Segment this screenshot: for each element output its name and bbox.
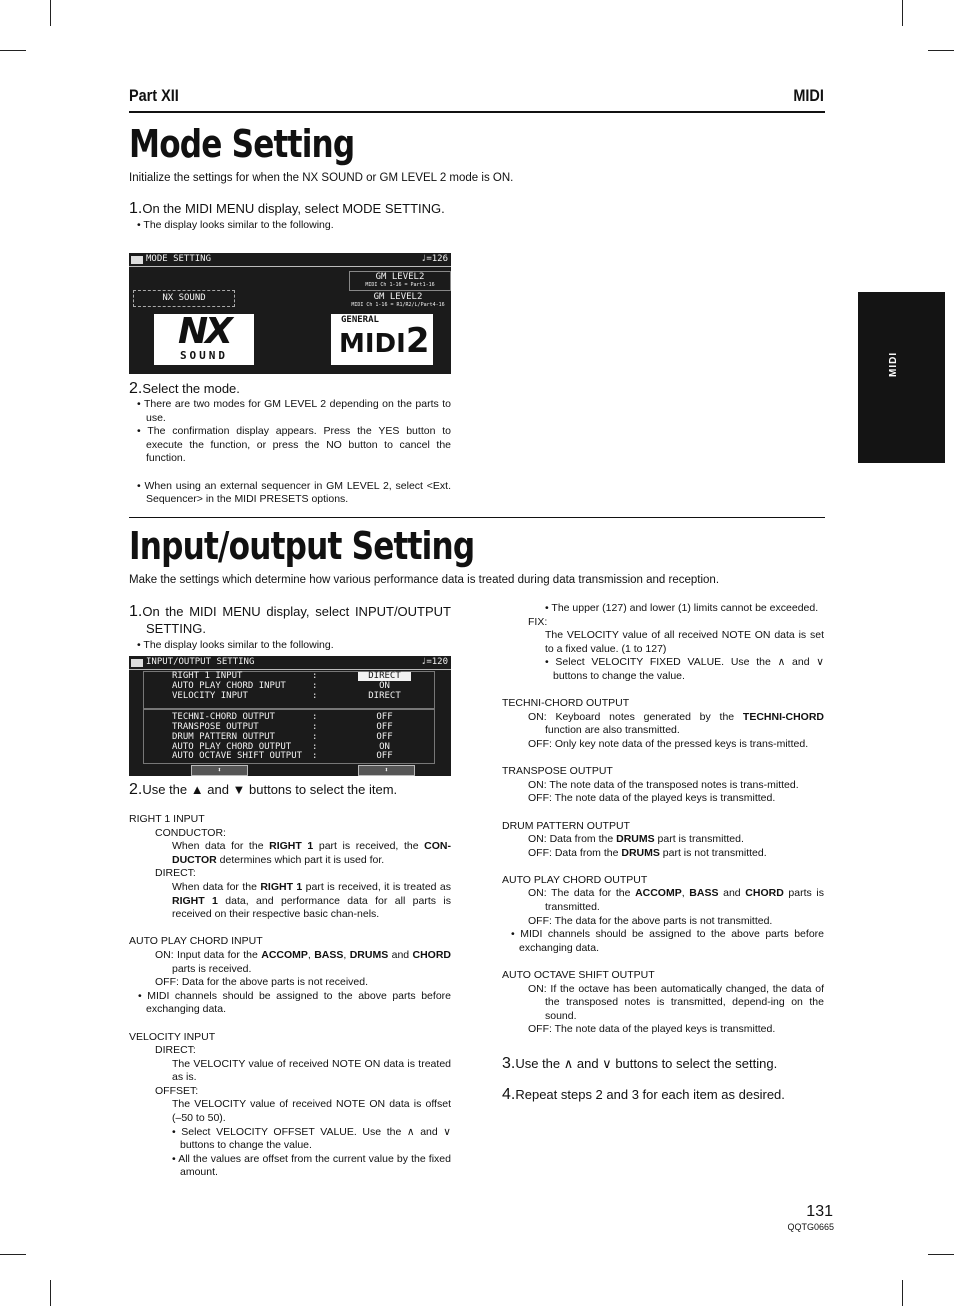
screen-title-bar — [129, 253, 451, 267]
io-row-label: VELOCITY INPUT — [172, 691, 248, 701]
option-text: When data for the RIGHT 1 part is received, the CON-DUCTOR determines which part it is used for. — [172, 840, 451, 866]
io-row-value: OFF — [376, 722, 393, 732]
io-row-label: AUTO PLAY CHORD OUTPUT — [172, 742, 292, 752]
note-bullet: • Select VELOCITY FIXED VALUE. Use the ∧ and ∨ buttons to change the value. — [545, 656, 824, 682]
drum-heading: DRUM PATTERN OUTPUT — [502, 819, 630, 832]
io-row-colon: : — [312, 681, 318, 691]
techni-heading: TECHNI-CHORD OUTPUT — [502, 697, 630, 710]
step-number: 1. — [129, 200, 143, 217]
crop-mark — [928, 1254, 954, 1255]
option-text: The VELOCITY value of all received NOTE ON data is set to a fixed value. (1 to 127) — [545, 629, 824, 655]
crop-mark — [50, 1280, 51, 1306]
option-label: CONDUCTOR: — [155, 826, 226, 839]
right1-heading: RIGHT 1 INPUT — [129, 813, 205, 825]
nx-sound-option[interactable]: NX SOUND — [133, 290, 235, 307]
part-label: Part XII — [129, 86, 179, 105]
io-row-colon: : — [312, 691, 318, 701]
step-number: 1. — [129, 603, 143, 620]
octave-heading: AUTO OCTAVE SHIFT OUTPUT — [502, 969, 655, 982]
option-text: ON: The note data of the transposed notes is trans-mitted. — [528, 778, 799, 791]
io-row-value: ON — [379, 681, 390, 691]
io-row-value: OFF — [376, 751, 393, 761]
step-number: 2. — [129, 380, 143, 397]
value-scroll-button[interactable] — [358, 765, 415, 776]
step-bullet: • The display looks similar to the following. — [137, 219, 334, 231]
io-row-label: RIGHT 1 INPUT — [172, 671, 243, 681]
screen-title-bar — [129, 656, 451, 670]
option-text: The VELOCITY value of received NOTE ON data is offset (–50 to 50). — [172, 1098, 451, 1125]
option-text: OFF: Data for the above parts is not received. — [155, 976, 369, 989]
screen-icon — [131, 659, 143, 667]
updown-arrows-icon: ⬍ — [384, 766, 389, 774]
option-text: ON: If the octave has been automatically changed, the data of the transposed notes is transmitted, depend-ing on the sound. — [528, 982, 824, 1022]
io-row-value: OFF — [376, 732, 393, 742]
nx-sound-logo — [154, 311, 254, 365]
io-setting-title: Input/output Setting — [129, 524, 475, 568]
mode-step1 — [129, 200, 451, 233]
side-tab-label: MIDI — [888, 351, 899, 377]
option-label: GM LEVEL2 — [375, 272, 425, 282]
gm-level2-option[interactable] — [349, 271, 451, 291]
crop-mark — [0, 1254, 26, 1255]
option-text: OFF: The note data of the played keys is transmitted. — [528, 792, 776, 805]
apc-output-heading: AUTO PLAY CHORD OUTPUT — [502, 873, 648, 886]
transpose-heading: TRANSPOSE OUTPUT — [502, 765, 613, 778]
sound-logo-text: SOUND — [179, 349, 229, 362]
io-row-colon: : — [312, 742, 318, 752]
mode-step2 — [129, 380, 451, 507]
io-row-value: OFF — [376, 712, 393, 722]
io-row-label: DRUM PATTERN OUTPUT — [172, 732, 275, 742]
midi-logo-text: MIDI — [339, 329, 406, 359]
option-text: ON: Data from the DRUMS part is transmitted. — [528, 833, 744, 846]
note-bullet: • All the values are offset from the current value by the fixed amount. — [172, 1152, 451, 1179]
option-text: OFF: Only key note data of the pressed keys is trans-mitted. — [528, 737, 809, 750]
note-bullet: • MIDI channels should be assigned to the above parts before exchanging data. — [138, 989, 451, 1016]
io-row-value: DIRECT — [368, 671, 401, 681]
step-bullet: • The confirmation display appears. Press the YES button to execute the function, or press the NO button to cancel the function. — [137, 425, 451, 465]
option-text: When data for the RIGHT 1 part is received, it is treated as RIGHT 1 data, and performance data for all parts is received on their respective basic chan-nels. — [172, 880, 452, 921]
option-label: OFFSET: — [155, 1084, 199, 1097]
page-number: 131 — [806, 1203, 833, 1220]
option-text: OFF: Data from the DRUMS part is not transmitted. — [528, 846, 767, 859]
step-number: 3. — [502, 1055, 516, 1072]
io-row-value: ON — [379, 742, 390, 752]
option-label: FIX: — [528, 615, 548, 628]
note-bullet: • The upper (127) and lower (1) limits cannot be exceeded. — [545, 602, 819, 614]
io-row-label: TECHNI-CHORD OUTPUT — [172, 712, 275, 722]
header-rule — [129, 111, 825, 113]
step-text: Select the mode. — [142, 381, 240, 396]
step-number: 4. — [502, 1086, 516, 1103]
io-step3 — [502, 1055, 824, 1072]
midi-logo-number: 2 — [405, 321, 430, 361]
io-row-colon: : — [312, 751, 318, 761]
mode-setting-intro: Initialize the settings for when the NX SOUND or GM LEVEL 2 mode is ON. — [129, 172, 514, 184]
section-rule — [129, 517, 825, 518]
step-number: 2. — [129, 781, 143, 798]
io-step1 — [129, 603, 451, 653]
io-row[interactable] — [172, 752, 302, 762]
io-left-body — [129, 781, 451, 1180]
note-bullet: • Select VELOCITY OFFSET VALUE. Use the ∧ and ∨ buttons to change the value. — [172, 1125, 451, 1152]
step-text: Use the ∧ and ∨ buttons to select the setting. — [515, 1056, 778, 1071]
velocity-heading: VELOCITY INPUT — [129, 1030, 216, 1043]
io-row-colon: : — [312, 732, 318, 742]
gm-level2-option-2[interactable] — [347, 293, 449, 309]
io-row-label: AUTO PLAY CHORD INPUT — [172, 681, 286, 691]
step-text: On the MIDI MENU display, select MODE SETTING. — [142, 201, 445, 216]
screen-title: INPUT/OUTPUT SETTING — [146, 657, 255, 667]
step-text: Repeat steps 2 and 3 for each item as desired. — [515, 1087, 785, 1102]
io-row-colon: : — [312, 712, 318, 722]
crop-mark — [902, 1280, 903, 1306]
side-tab — [858, 292, 945, 463]
item-scroll-button[interactable] — [191, 765, 248, 776]
io-right-body — [502, 602, 824, 1103]
section-label: MIDI — [793, 86, 824, 105]
io-row-colon: : — [312, 722, 318, 732]
screen-icon — [131, 256, 143, 264]
option-sub: MIDI Ch 1-16 = Part1-16 — [365, 282, 435, 288]
option-text: OFF: The note data of the played keys is transmitted. — [528, 1023, 776, 1036]
doc-code: QQTG0665 — [787, 1222, 834, 1232]
io-step4 — [502, 1086, 824, 1103]
option-text: ON: Keyboard notes generated by the TECHNI-CHORD function are also transmitted. — [528, 710, 824, 737]
step-bullet: • The display looks similar to the following. — [137, 639, 334, 651]
nx-logo-text: NX — [178, 311, 230, 352]
option-label: DIRECT: — [155, 867, 196, 880]
step-text: Use the ▲ and ▼ buttons to select the item. — [142, 782, 398, 797]
io-row-label: TRANSPOSE OUTPUT — [172, 722, 259, 732]
crop-mark — [50, 0, 51, 26]
apc-input-heading: AUTO PLAY CHORD INPUT — [129, 935, 263, 948]
io-row-label: AUTO OCTAVE SHIFT OUTPUT — [172, 751, 303, 761]
option-text: The VELOCITY value of received NOTE ON data is treated as is. — [172, 1057, 451, 1084]
option-label: GM LEVEL2 — [373, 292, 423, 302]
io-setting-intro: Make the settings which determine how various performance data is treated during data transmission and reception. — [129, 574, 720, 586]
option-text: ON: The data for the ACCOMP, BASS and CHORD parts is transmitted. — [528, 887, 825, 914]
tempo-readout: ♩=120 — [420, 657, 448, 667]
mode-setting-title: Mode Setting — [129, 122, 355, 166]
option-text: OFF: The data for the above parts is not transmitted. — [528, 914, 773, 927]
general-midi2-logo — [331, 314, 433, 365]
option-text: ON: Input data for the ACCOMP, BASS, DRUMS and CHORD parts is received. — [155, 948, 452, 975]
updown-arrows-icon: ⬍ — [217, 766, 222, 774]
step-bullet: • When using an external sequencer in GM LEVEL 2, select <Ext. Sequencer> in the MIDI PRESETS options. — [137, 479, 451, 506]
io-row[interactable] — [172, 692, 248, 702]
general-logo-text: GENERAL — [341, 315, 379, 325]
option-sub: MIDI Ch 1-16 = R1/R2/L/Part4-16 — [351, 302, 445, 308]
io-row-value: DIRECT — [368, 691, 401, 701]
mode-setting-screen — [129, 253, 451, 374]
crop-mark — [0, 50, 26, 51]
step-bullet: • There are two modes for GM LEVEL 2 depending on the parts to use. — [137, 398, 451, 424]
tempo-readout: ♩=126 — [420, 254, 448, 264]
step-text: On the MIDI MENU display, select INPUT/OUTPUT SETTING. — [142, 604, 451, 636]
option-label: DIRECT: — [155, 1044, 196, 1057]
io-setting-screen — [129, 656, 451, 776]
crop-mark — [902, 0, 903, 26]
io-row-colon: : — [312, 671, 318, 681]
crop-mark — [928, 50, 954, 51]
screen-title: MODE SETTING — [146, 254, 212, 264]
note-bullet: • MIDI channels should be assigned to the above parts before exchanging data. — [511, 928, 824, 954]
